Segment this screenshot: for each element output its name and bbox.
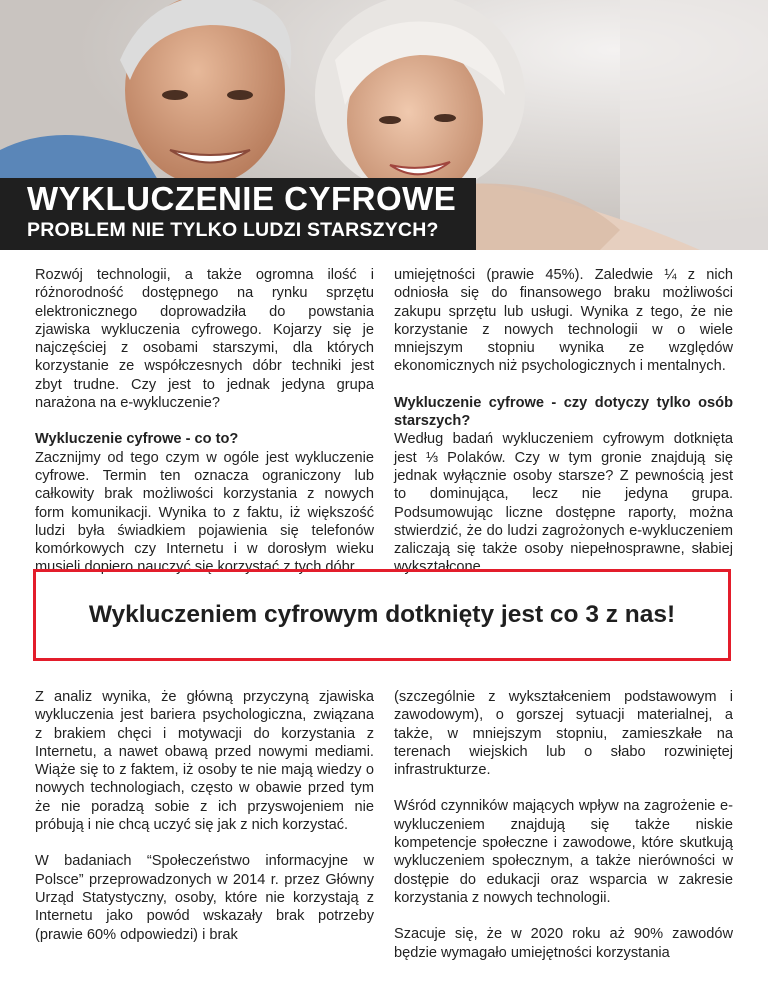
section1-left-column: [35, 266, 374, 577]
page-title: WYKLUCZENIE CYFROWE: [27, 180, 457, 217]
forecast-paragraph: Szacuje się, że w 2020 roku aż 90% zawodów będzie wymagało umiejętności korzystania: [394, 926, 733, 961]
page-subtitle: PROBLEM NIE TYLKO LUDZI STARSZYCH?: [27, 219, 439, 241]
definition-paragraph: Zacznijmy od tego czym w ogóle jest wykluczenie cyfrowe. Termin ten oznacza ograniczony lub całkowity brak możliwości korzystania z nowych form komunikacji. Wynika to z faktu, iż większość ludzi była świadkiem pojawienia się telefonów komórkowych czy Internetu i w dorosłym wieku musieli dopiero nauczyć się korzystać z tych dóbr.: [35, 449, 374, 576]
intro-paragraph: Rozwój technologii, a także ogromna ilość i różnorodność dostępnego na rynku sprzętu elektronicznego doprowadziła do powstania zjawiska wykluczenia cyfrowego. Kojarzy się je najczęściej z osobami starszymi, dla których korzystanie ze współczesnych dóbr techniki jest zbyt trudne. Czy jest to jednak jedyna grupa narażona na e-wykluczenie?: [35, 267, 374, 412]
survey-paragraph: W badaniach “Społeczeństwo informacyjne w Polsce” przeprowadzonych w 2014 r. przez Główny Urząd Statystyczny, osoby, które nie korzystają z Internetu jako powód wskazały brak potrzeby (prawie 60% odpowiedzi) i brak: [35, 853, 374, 943]
section1-right-column: [394, 266, 733, 577]
groups-paragraph: Według badań wykluczeniem cyfrowym dotknięta jest ⅓ Polaków. Czy w tym gronie znajdują się jednak wyłącznie osoby starsze? Z pewnością jest to dominująca, lecz nie jedyna grupa. Podsumowując liczne dostępne raporty, można stwierdzić, że do ludzi zagrożonych e-wykluczeniem zaliczają się także osoby niepełnosprawne, słabiej wykształcone: [394, 431, 733, 576]
analysis-paragraph: Z analiz wynika, że główną przyczyną zjawiska wykluczenia jest bariera psychologiczna, związana z brakiem chęci i motywacji do korzystania z Internetu, a nawet obawą przed nowymi mediami. Wiąże się to z faktem, iż osoby te nie mają wiedzy o nowych technologiach, często w obawie przed tym że nie poradzą sobie z ich przyswojeniem nie próbują i nie chcą uczyć się jak z nich korzystać.: [35, 689, 374, 834]
callout-box: [33, 569, 731, 661]
section2-right-column: [394, 688, 733, 962]
groups-continued-paragraph: (szczególnie z wykształceniem podstawowym i zawodowym), o gorszej sytuacji materialnej, a także, w mniejszym stopniu, zamieszkałe na terenach wiejskich lub o słabo rozwiniętej infrastrukturze.: [394, 689, 733, 779]
section-heading: Wykluczenie cyfrowe - czy dotyczy tylko osób starszych?: [394, 394, 733, 430]
continued-paragraph: umiejętności (prawie 45%). Zaledwie ¼ z nich odniosła się do finansowego braku możliwości zakupu sprzętu lub usługi. Wynika z tego, że nie korzystanie z nowych technologii w o wiele mniejszym stopniu wynika ze względów ekonomicznych niż psychologicznych i mentalnych.: [394, 267, 733, 375]
factors-paragraph: Wśród czynników mających wpływ na zagrożenie e-wykluczeniem znajdują się także niskie kompetencje społeczne i zawodowe, które skutkują wykluczeniem społecznym, a także nierówności w dostępie do edukacji oraz wsparcia w zakresie korzystania z nowych technologii.: [394, 798, 733, 906]
section-heading: Wykluczenie cyfrowe - co to?: [35, 431, 239, 448]
callout-text: Wykluczeniem cyfrowym dotknięty jest co 3 z nas!: [88, 601, 676, 628]
section2-left-column: [35, 688, 374, 944]
